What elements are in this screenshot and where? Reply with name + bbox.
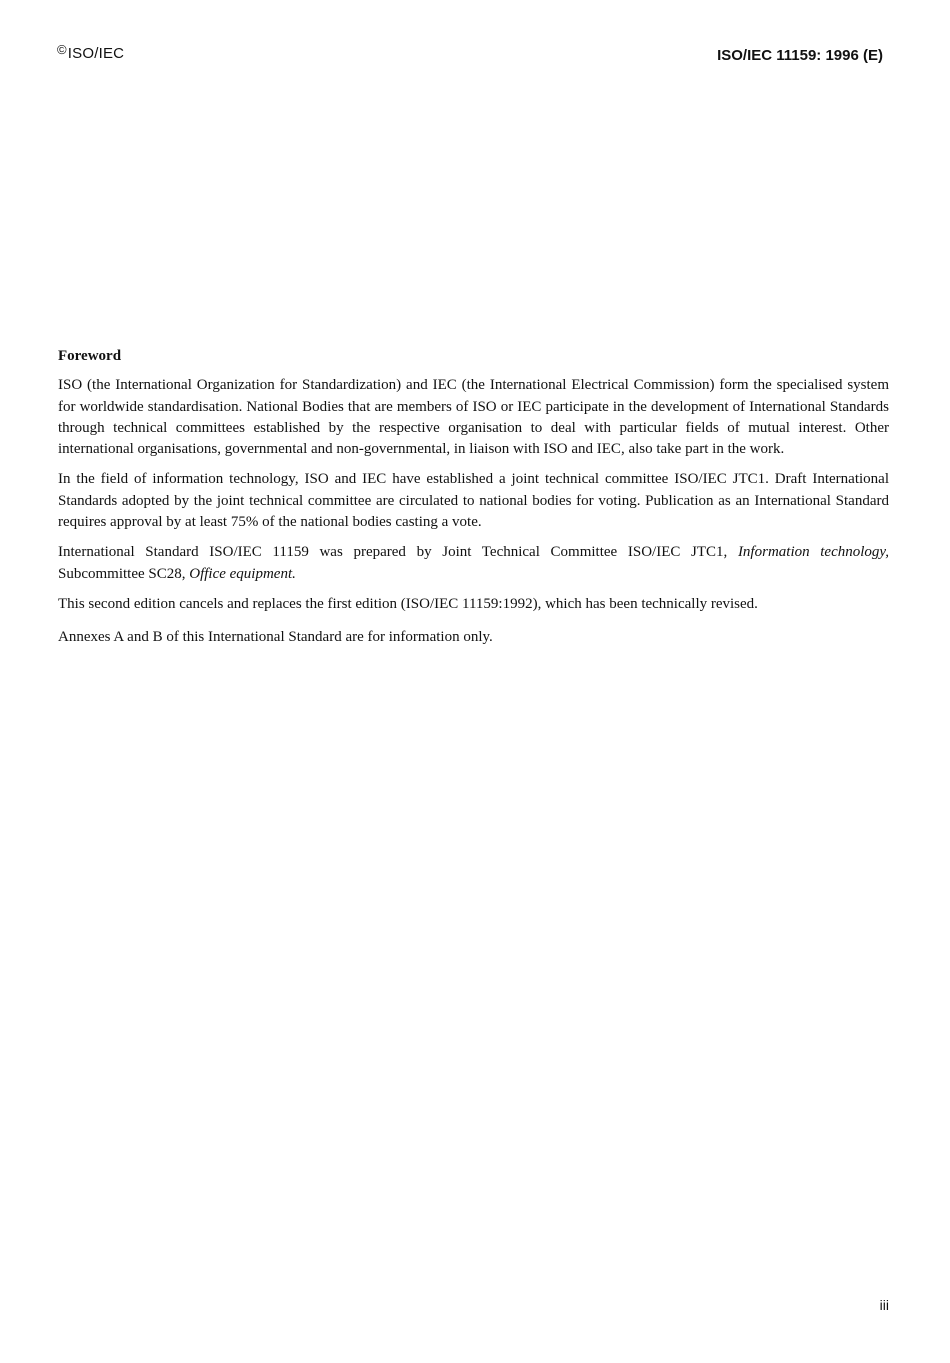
- header-organization: ISO/IEC: [67, 45, 125, 62]
- foreword-section: [58, 346, 889, 661]
- paragraph-edition: This second edition cancels and replaces the first edition (ISO/IEC 11159:1992), which has been technically revised.: [58, 595, 758, 612]
- prepared-italic-2: Office equipment.: [189, 565, 296, 582]
- paragraph-annexes: Annexes A and B of this International Standard are for information only.: [58, 629, 493, 646]
- foreword-title: Foreword: [58, 348, 122, 364]
- prepared-text-1: International Standard ISO/IEC 11159 was prepared by Joint Technical Committee ISO/IEC JTC1,: [58, 544, 738, 561]
- paragraph-iso-iec: ISO (the International Organization for Standardization) and IEC (the International Electrical Commission) form the specialised system for worldwide standardisation. National Bodies that are members of ISO or IEC participate in the development of International Standards through technical committees established by the respective organisation to deal with particular fields of mutual interest. Other international organisations, governmental and non-governmental, in liaison with ISO and IEC, also take part in the work.: [58, 377, 889, 458]
- prepared-italic-1: Information technology,: [737, 544, 889, 561]
- header-copyright: [57, 42, 125, 62]
- prepared-text-2: Subcommittee SC28,: [58, 565, 190, 582]
- header-standard-number: ISO/IEC 11159: 1996 (E): [717, 47, 883, 64]
- paragraph-prepared-by: [58, 542, 889, 585]
- paragraph-jtc1: In the field of information technology, ISO and IEC have established a joint technical committee ISO/IEC JTC1. Draft International Standards adopted by the joint technical committee are circulated to national bodies for voting. Publication as an International Standard requires approval by at least 75% of the national bodies casting a vote.: [58, 471, 889, 531]
- page-number: iii: [879, 1297, 889, 1313]
- copyright-symbol: ©: [57, 42, 67, 57]
